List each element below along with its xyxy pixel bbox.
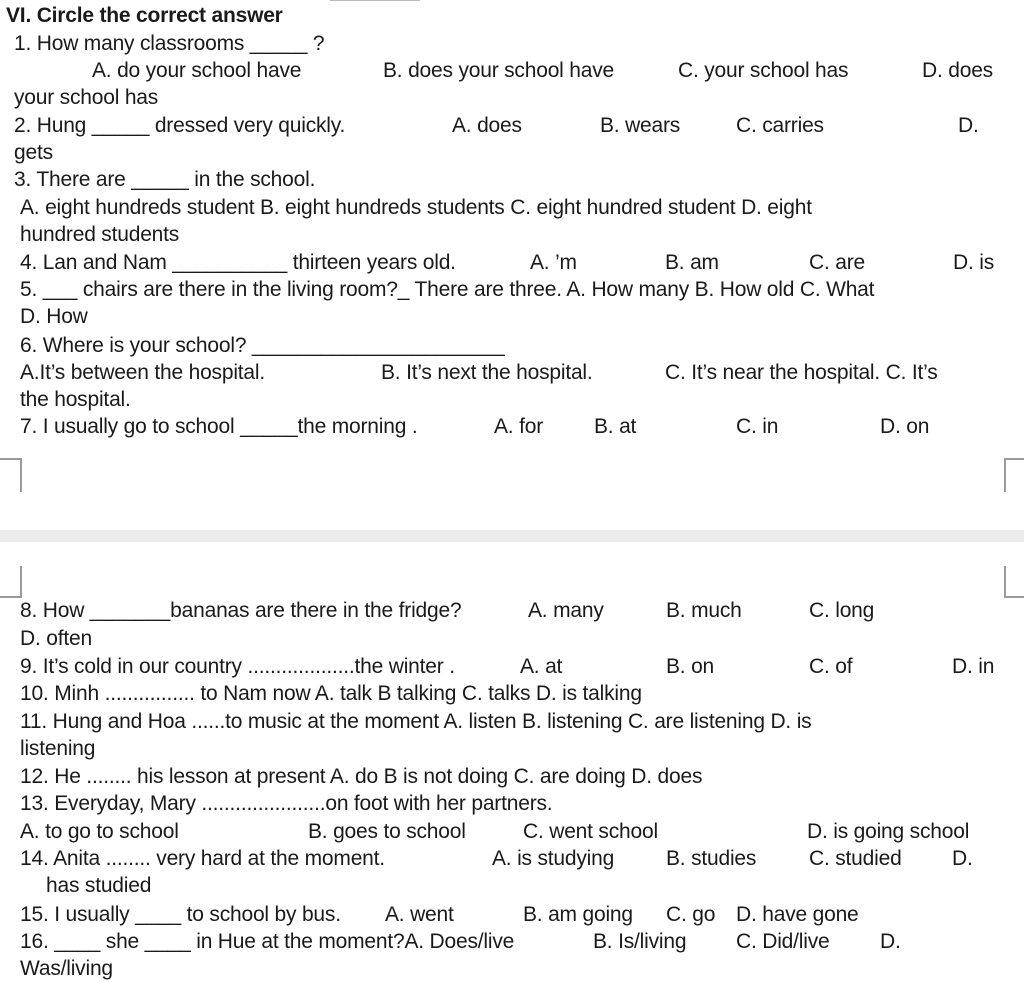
option-a[interactable]: A. many [528, 599, 604, 622]
question-16-continuation: Was/living [20, 957, 113, 980]
option-d[interactable]: D. have gone [736, 903, 859, 926]
option-b[interactable]: B. on [666, 655, 715, 678]
question-10: 10. Minh ................ to Nam now A. talk B talking C. talks D. is talking [20, 682, 642, 705]
option-a[interactable]: A.It’s between the hospital. [20, 361, 266, 384]
question-9-stem: 9. It’s cold in our country ...................the winter . [20, 655, 455, 678]
option-d[interactable]: D. on [880, 415, 930, 438]
question-11-continuation: listening [20, 737, 96, 760]
worksheet-page-bottom [0, 542, 1024, 980]
option-b[interactable]: B. am going [523, 903, 633, 926]
option-d[interactable]: D. [880, 930, 901, 953]
question-6-continuation: the hospital. [20, 388, 131, 411]
question-12: 12. He ........ his lesson at present A. do B is not doing C. are doing D. does [20, 765, 703, 788]
option-c[interactable]: C. carries [736, 114, 824, 137]
question-16-stem: 16. ____ she ____ in Hue at the moment?A. Does/live [20, 930, 515, 953]
option-b[interactable]: B. does your school have [383, 59, 615, 82]
question-3-stem: 3. There are _____ in the school. [14, 168, 316, 191]
page-edge-line [330, 0, 420, 1]
question-2-stem: 2. Hung _____ dressed very quickly. [14, 114, 346, 137]
question-3-options[interactable]: A. eight hundreds student B. eight hundreds students C. eight hundred student D. eight [20, 196, 812, 219]
option-c[interactable]: C. Did/live [736, 930, 830, 953]
option-a[interactable]: A. ’m [530, 251, 577, 274]
question-8-stem: 8. How _______bananas are there in the fridge? [20, 599, 462, 622]
option-b[interactable]: B. It’s next the hospital. [381, 361, 593, 384]
question-1-stem: 1. How many classrooms _____ ? [14, 32, 325, 55]
option-d[interactable]: D. is going school [807, 820, 970, 843]
option-b[interactable]: B. am [665, 251, 719, 274]
option-b[interactable]: B. goes to school [308, 820, 466, 843]
option-d[interactable]: D. is [953, 251, 995, 274]
crop-mark [0, 566, 22, 598]
option-b[interactable]: B. at [594, 415, 637, 438]
option-d[interactable]: D. in [952, 655, 995, 678]
option-d[interactable]: D. [958, 114, 979, 137]
option-c[interactable]: C. your school has [678, 59, 849, 82]
option-b[interactable]: B. studies [666, 847, 757, 870]
question-13-stem: 13. Everyday, Mary ......................on foot with her partners. [20, 792, 553, 815]
crop-mark [1004, 458, 1024, 492]
question-5: 5. ___ chairs are there in the living room?_ There are three. A. How many B. How old C. What [20, 278, 875, 301]
option-a[interactable]: A. went [385, 903, 454, 926]
option-c[interactable]: C. of [809, 655, 853, 678]
option-a[interactable]: A. does [452, 114, 522, 137]
crop-mark [0, 458, 22, 492]
option-c[interactable]: C. go [666, 903, 716, 926]
option-c[interactable]: C. It’s near the hospital. C. It’s [665, 361, 938, 384]
option-b[interactable]: B. much [666, 599, 742, 622]
question-15-stem: 15. I usually ____ to school by bus. [20, 903, 341, 926]
question-11: 11. Hung and Hoa ......to music at the moment A. listen B. listening C. are listening D. is [20, 710, 812, 733]
option-d[interactable]: D. [952, 847, 973, 870]
question-4-stem: 4. Lan and Nam __________ thirteen years old. [20, 251, 456, 274]
question-7-stem: 7. I usually go to school _____the morning . [20, 415, 418, 438]
question-1-continuation: your school has [14, 86, 159, 109]
question-8-continuation[interactable]: D. often [20, 627, 92, 650]
question-14-stem: 14. Anita ........ very hard at the moment. [20, 847, 385, 870]
crop-mark [1004, 566, 1024, 598]
option-a[interactable]: A. to go to school [20, 820, 179, 843]
question-2-continuation: gets [14, 141, 53, 164]
question-5-continuation[interactable]: D. How [20, 305, 88, 328]
option-c[interactable]: C. long [809, 599, 875, 622]
option-b[interactable]: B. Is/living [593, 930, 687, 953]
option-a[interactable]: A. do your school have [92, 59, 302, 82]
page-separator [0, 530, 1024, 542]
section-heading: VI. Circle the correct answer [6, 4, 283, 27]
question-14-continuation: has studied [46, 874, 152, 897]
question-6-stem: 6. Where is your school? ______________________ [20, 334, 505, 357]
option-a[interactable]: A. at [520, 655, 563, 678]
option-c[interactable]: C. studied [809, 847, 902, 870]
option-d[interactable]: D. does [922, 59, 993, 82]
option-b[interactable]: B. wears [600, 114, 681, 137]
question-3-continuation: hundred students [20, 223, 180, 246]
option-c[interactable]: C. are [809, 251, 865, 274]
option-c[interactable]: C. in [736, 415, 779, 438]
option-a[interactable]: A. for [494, 415, 543, 438]
option-c[interactable]: C. went school [523, 820, 658, 843]
option-a[interactable]: A. is studying [492, 847, 615, 870]
